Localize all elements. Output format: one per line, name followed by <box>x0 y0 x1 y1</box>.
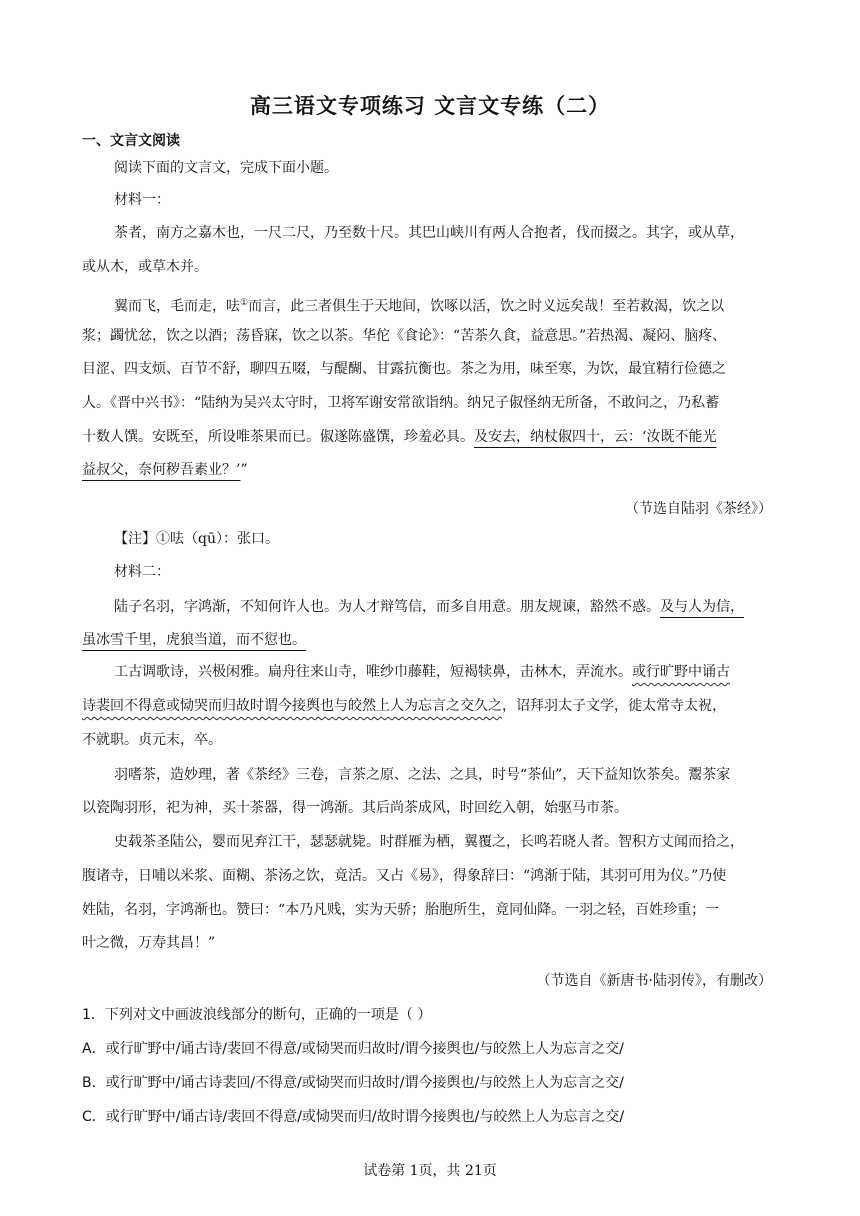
annotation-note: 【注】①呿（qū）：张口。 <box>114 531 279 547</box>
underlined-sentence-2: 及与人为信， <box>660 599 744 615</box>
material2-label: 材料二： <box>114 564 170 580</box>
m2-p3-line1: 羽嗜茶，造妙理，著《茶经》三卷，言茶之原、之法、之具，时号“茶仙”，天下益知饮茶矣。鬻茶家 <box>114 767 731 783</box>
section-heading: 一、文言文阅读 <box>82 133 180 149</box>
m2-p4-line1: 史载茶圣陆公，婴而见弃江干，瑟瑟就毙。时群雁为栖，翼覆之，长鸣若晓人者。智积方丈闻而拾之， <box>114 834 744 850</box>
m1-p2-line3: 目涩、四支烦、百节不舒，聊四五啜，与醍醐、甘露抗衡也。茶之为用，味至寒，为饮，最宜精行俭德之 <box>82 361 726 377</box>
m1-p2-line1a: 翼而飞，毛而走，呿 <box>114 298 240 315</box>
m1-p1-line1: 茶者，南方之嘉木也，一尺二尺，乃至数十尺。其巴山峡川有两人合抱者，伐而掇之。其字，或从草， <box>114 225 744 241</box>
material1-source: （节选自陆羽《茶经》） <box>625 501 772 517</box>
underlined-sentence-2-cont: 虽冰雪千里，虎狼当道，而不愆也。 <box>82 632 306 648</box>
material2-source: （节选自《新唐书·陆羽传》，有删改） <box>536 973 772 989</box>
m2-p3-line2: 以瓷陶羽形，祀为神，买十茶器，得一鸿渐。其后尚茶成风，时回纥入朝，始驱马市茶。 <box>82 800 628 816</box>
m2-p1-line1a: 陆子名羽，字鸿渐，不知何许人也。为人才辩笃信，而多自用意。朋友规谏，豁然不惑。 <box>114 599 660 615</box>
underlined-sentence-1: 及安去，纳杖俶四十，云：‘汝既不能光 <box>474 429 717 445</box>
m2-p2-line3: 不就职。贞元末，卒。 <box>82 732 222 748</box>
underlined-sentence-1-cont: 益叔父，奈何秽吾素业？’ <box>82 462 241 478</box>
m2-p2-line2 <box>82 699 784 713</box>
wavy-segment-cont: 诗裴回不得意或恸哭而归故时谓今接舆也与皎然上人为忘言之交久之 <box>82 698 502 714</box>
instruction: 阅读下面的文言文，完成下面小题。 <box>114 160 338 176</box>
m1-p2-line6b: ” <box>240 462 248 478</box>
m2-p2-line2b: ，诏拜羽太子文学，徙太常寺太祝， <box>502 698 726 714</box>
page-title: 高三语文专项练习 文言文专练（二） <box>249 94 611 118</box>
m1-p2-line4: 人。《晋中兴书》：“陆纳为吴兴太守时，卫将军谢安常欲诣纳。纳兄子俶怪纳无所备，不敢问之，乃私蓄 <box>82 395 720 411</box>
option-b[interactable]: B．或行旷野中/诵古诗裴回/不得意/或恸哭而归故时/谓今接舆也/与皎然上人为忘言之交/ <box>82 1075 624 1091</box>
m2-p4-line2: 腹诸寺，日哺以米浆、面糊、茶汤之饮，竟活。又占《易》，得象辞曰：“鸿渐于陆，其羽可用为仪。”乃使 <box>82 868 727 884</box>
m1-p2-line1 <box>82 296 816 314</box>
m1-p2-line5a: 十数人馔。安既至，所设唯茶果而已。俶遂陈盛馔，珍羞必具。 <box>82 429 474 445</box>
m1-p2-line1b: 而言，此三者俱生于天地间，饮啄以活，饮之时义远矣哉！至若救渴，饮之以 <box>248 298 725 315</box>
m2-p1-line2 <box>82 633 784 647</box>
option-c[interactable]: C．或行旷野中/诵古诗/裴回不得意/或恸哭而归/故时谓今接舆也/与皎然上人为忘言之交/ <box>82 1109 625 1125</box>
m2-p2-line1 <box>82 665 816 679</box>
page-footer: 试卷第 1页，共 21页 <box>363 1163 497 1179</box>
m1-p2-line5 <box>82 430 784 444</box>
m1-p1-line2: 或从木，或草木并。 <box>82 259 208 275</box>
material1-label: 材料一： <box>114 192 170 208</box>
option-a[interactable]: A．或行旷野中/诵古诗/裴回不得意/或恸哭而归故时/谓今接舆也/与皎然上人为忘言之交/ <box>82 1041 624 1057</box>
m2-p4-line4: 叶之微，万寿其昌！” <box>82 935 216 951</box>
question-1: 1．下列对文中画波浪线部分的断句，正确的一项是（ ） <box>82 1007 432 1023</box>
m2-p2-line1a: 工古调歌诗，兴极闲雅。扁舟往来山寺，唯纱巾藤鞋，短褐犊鼻，击林木，弄流水。 <box>114 664 632 680</box>
wavy-segment: 或行旷野中诵古 <box>632 664 730 680</box>
m1-p2-line6 <box>82 463 784 477</box>
footnote-marker: ① <box>240 298 249 308</box>
m2-p4-line3: 姓陆，名羽，字鸿渐也。赞曰：“本乃凡贱，实为天骄；胎胞所生，竟同仙降。一羽之轻，百姓珍重；一 <box>82 902 720 918</box>
m1-p2-line2: 浆；蠲忧忿，饮之以酒；荡昏寐，饮之以茶。华佗《食论》：“苦茶久食，益意思。”若热渴、凝闷、脑疼、 <box>82 328 727 344</box>
m2-p1-line1 <box>82 600 816 614</box>
